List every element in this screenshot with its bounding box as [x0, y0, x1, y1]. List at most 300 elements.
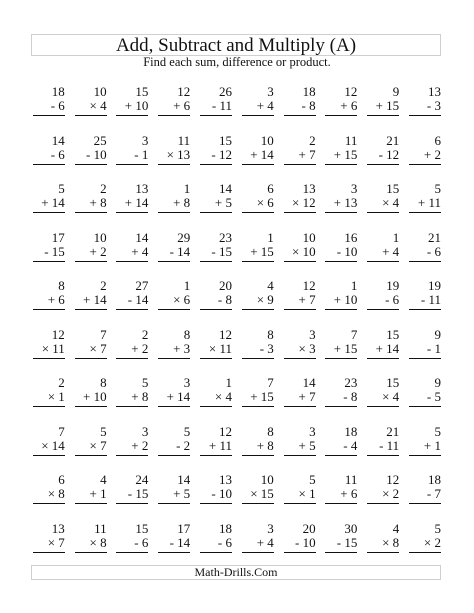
problem-top-number: 5 [434, 520, 441, 536]
problem-operator-number: + 10 [333, 292, 358, 307]
math-problem [155, 522, 197, 571]
problem-top-number: 3 [183, 375, 191, 390]
math-problem [114, 425, 156, 474]
problem-operator-number: - 10 [295, 534, 316, 550]
problem-top-number: 3 [141, 132, 149, 148]
math-problem [364, 376, 406, 425]
answer-line [116, 212, 148, 213]
math-problem [155, 328, 197, 377]
math-problem [197, 279, 239, 328]
math-problem [406, 376, 448, 425]
problem-operator-number: + 2 [423, 146, 441, 162]
answer-line [325, 552, 357, 553]
math-problem [323, 182, 365, 231]
problem-operator-number: × 7 [89, 340, 107, 356]
problem-operator-number: + 15 [375, 98, 400, 113]
problem-operator-number: - 6 [134, 534, 149, 550]
answer-line [284, 115, 316, 116]
problem-operator-number: × 2 [382, 486, 400, 501]
problem-operator-number: - 6 [50, 146, 65, 162]
math-problem [281, 231, 323, 280]
problem-operator-number: + 7 [298, 389, 316, 404]
problem-operator-number: × 6 [256, 195, 274, 210]
problem-top-number: 8 [183, 326, 191, 342]
problem-top-number: 20 [302, 520, 316, 536]
problem-operator-number: + 7 [298, 292, 316, 307]
answer-line [325, 406, 357, 407]
problem-operator-number: × 8 [382, 534, 400, 550]
problem-operator-number: + 2 [131, 437, 149, 453]
problem-top-number: 17 [51, 229, 65, 245]
problem-top-number: 13 [218, 472, 232, 487]
problem-top-number: 27 [135, 278, 149, 293]
math-problem [72, 522, 114, 571]
math-problem [72, 134, 114, 183]
math-problem [239, 473, 281, 522]
math-problem [364, 231, 406, 280]
problem-operator-number: - 14 [169, 243, 191, 259]
problem-top-number: 3 [267, 84, 274, 99]
problem-top-number: 20 [218, 278, 232, 293]
problem-top-number: 18 [51, 84, 65, 99]
answer-line [158, 115, 190, 116]
math-problem [364, 328, 406, 377]
math-problem [364, 182, 406, 231]
answer-line [158, 406, 190, 407]
problem-operator-number: + 6 [173, 98, 191, 113]
math-problem [155, 279, 197, 328]
answer-line [409, 261, 441, 262]
math-problem [281, 182, 323, 231]
math-problem [197, 522, 239, 571]
problem-top-number: 3 [350, 181, 358, 196]
answer-line [284, 212, 316, 213]
math-problem [30, 376, 72, 425]
problem-top-number: 9 [434, 326, 441, 342]
problem-top-number: 18 [218, 520, 232, 536]
answer-line [33, 503, 65, 504]
problem-operator-number: + 8 [173, 195, 191, 210]
math-problem [364, 134, 406, 183]
math-problem [406, 182, 448, 231]
answer-line [116, 115, 148, 116]
problem-operator-number: + 8 [131, 389, 149, 404]
problem-top-number: 8 [100, 375, 107, 390]
answer-line [284, 503, 316, 504]
problem-operator-number: × 4 [382, 389, 400, 404]
answer-line [242, 115, 274, 116]
math-problem [155, 85, 197, 134]
problem-operator-number: × 14 [41, 437, 65, 453]
problem-top-number: 14 [135, 229, 149, 245]
answer-line [75, 406, 107, 407]
answer-line [409, 358, 441, 359]
problem-top-number: 11 [344, 132, 358, 148]
problem-top-number: 3 [309, 423, 316, 439]
problem-top-number: 2 [309, 132, 316, 148]
problem-operator-number: + 1 [89, 486, 107, 501]
math-problem [239, 328, 281, 377]
answer-line [242, 406, 274, 407]
answer-line [409, 309, 441, 310]
answer-line [75, 503, 107, 504]
problem-top-number: 1 [392, 229, 400, 245]
problem-operator-number: - 7 [426, 486, 441, 501]
math-problem [155, 231, 197, 280]
math-problem [323, 134, 365, 183]
problem-top-number: 24 [135, 472, 149, 487]
problem-top-number: 9 [434, 375, 441, 390]
math-problem [155, 182, 197, 231]
problem-operator-number: × 12 [292, 195, 316, 210]
math-problem [155, 473, 197, 522]
problem-operator-number: + 5 [173, 486, 191, 501]
math-problem [323, 231, 365, 280]
answer-line [200, 115, 232, 116]
answer-line [158, 503, 190, 504]
problem-operator-number: + 10 [83, 389, 107, 404]
answer-line [367, 406, 399, 407]
math-problem [30, 85, 72, 134]
problem-operator-number: × 10 [292, 243, 316, 259]
problem-top-number: 17 [177, 520, 191, 536]
answer-line [158, 212, 190, 213]
math-problem [72, 231, 114, 280]
answer-line [33, 406, 65, 407]
answer-line [367, 115, 399, 116]
problem-top-number: 19 [427, 278, 441, 293]
answer-line [33, 164, 65, 165]
math-problem [30, 134, 72, 183]
answer-line [367, 503, 399, 504]
answer-line [158, 309, 190, 310]
problem-top-number: 23 [218, 229, 232, 245]
answer-line [284, 406, 316, 407]
math-problem [239, 85, 281, 134]
answer-line [75, 358, 107, 359]
problem-top-number: 12 [344, 84, 358, 99]
problem-top-number: 2 [100, 278, 107, 293]
problem-operator-number: × 8 [47, 486, 65, 501]
problem-top-number: 1 [267, 229, 274, 245]
problem-top-number: 5 [183, 423, 191, 439]
math-problem [197, 231, 239, 280]
answer-line [200, 455, 232, 456]
problem-top-number: 25 [93, 132, 107, 148]
answer-line [242, 212, 274, 213]
answer-line [325, 212, 357, 213]
math-problem [239, 425, 281, 474]
answer-line [325, 358, 357, 359]
answer-line [242, 358, 274, 359]
math-problem [239, 182, 281, 231]
problem-operator-number: × 13 [166, 146, 191, 162]
answer-line [116, 309, 148, 310]
math-problem [72, 328, 114, 377]
math-problem [30, 522, 72, 571]
problem-top-number: 13 [135, 181, 149, 196]
problem-top-number: 7 [350, 326, 358, 342]
math-problem [406, 279, 448, 328]
math-problem [114, 231, 156, 280]
answer-line [242, 164, 274, 165]
problem-operator-number: - 3 [426, 98, 441, 113]
answer-line [200, 503, 232, 504]
problem-operator-number: × 8 [89, 534, 107, 550]
problem-top-number: 13 [51, 520, 65, 536]
problem-top-number: 18 [427, 472, 441, 487]
problem-top-number: 15 [218, 132, 232, 148]
answer-line [158, 455, 190, 456]
answer-line [200, 406, 232, 407]
problem-operator-number: + 1 [423, 437, 441, 453]
answer-line [33, 212, 65, 213]
answer-line [325, 115, 357, 116]
problem-top-number: 30 [344, 520, 358, 536]
answer-line [75, 309, 107, 310]
problem-operator-number: + 15 [250, 243, 274, 259]
problem-operator-number: - 10 [336, 243, 358, 259]
math-problem [197, 85, 239, 134]
problem-operator-number: + 5 [298, 437, 316, 453]
answer-line [284, 261, 316, 262]
problem-top-number: 5 [434, 423, 441, 439]
math-problem [239, 522, 281, 571]
problem-operator-number: - 10 [86, 146, 107, 162]
problem-top-number: 5 [309, 472, 316, 487]
problem-top-number: 10 [260, 472, 274, 487]
answer-line [116, 455, 148, 456]
answer-line [325, 503, 357, 504]
math-problem [114, 134, 156, 183]
math-problem [323, 425, 365, 474]
problem-top-number: 8 [58, 278, 65, 293]
problem-operator-number: + 14 [83, 292, 107, 307]
math-problem [406, 473, 448, 522]
problem-top-number: 1 [225, 375, 232, 390]
problem-top-number: 3 [267, 520, 274, 536]
math-problem [406, 425, 448, 474]
problem-operator-number: - 1 [134, 146, 149, 162]
math-problem [30, 328, 72, 377]
answer-line [116, 503, 148, 504]
problem-top-number: 1 [183, 278, 191, 293]
problem-operator-number: + 13 [333, 195, 358, 210]
problem-operator-number: - 1 [426, 340, 441, 356]
problem-operator-number: + 6 [340, 98, 358, 113]
math-problem [114, 376, 156, 425]
answer-line [367, 164, 399, 165]
problem-top-number: 15 [135, 84, 149, 99]
problem-top-number: 7 [58, 423, 65, 439]
problem-operator-number: + 11 [417, 195, 441, 210]
math-problem [281, 522, 323, 571]
answer-line [284, 164, 316, 165]
problem-operator-number: - 6 [50, 98, 65, 113]
answer-line [325, 309, 357, 310]
problem-operator-number: + 14 [250, 146, 274, 162]
answer-line [200, 358, 232, 359]
math-problem [406, 134, 448, 183]
math-problem [239, 231, 281, 280]
answer-line [75, 115, 107, 116]
problem-top-number: 15 [386, 375, 400, 390]
problem-operator-number: × 4 [382, 195, 400, 210]
answer-line [75, 552, 107, 553]
answer-line [409, 212, 441, 213]
worksheet-instructions: Find each sum, difference or product. [143, 55, 331, 69]
math-problem [30, 425, 72, 474]
answer-line [284, 309, 316, 310]
math-problem [72, 376, 114, 425]
math-problem [114, 182, 156, 231]
problem-operator-number: + 15 [333, 340, 358, 356]
problem-top-number: 16 [344, 229, 358, 245]
math-problem [197, 376, 239, 425]
answer-line [75, 455, 107, 456]
problem-top-number: 13 [427, 84, 441, 99]
problem-operator-number: × 11 [41, 340, 65, 356]
math-problem [323, 85, 365, 134]
problem-top-number: 8 [267, 326, 274, 342]
math-problem [30, 182, 72, 231]
answer-line [325, 261, 357, 262]
answer-line [33, 358, 65, 359]
problem-operator-number: × 7 [89, 437, 107, 453]
math-problem [30, 473, 72, 522]
math-problem [406, 231, 448, 280]
answer-line [116, 358, 148, 359]
problem-operator-number: - 3 [259, 340, 274, 356]
math-problem [114, 85, 156, 134]
problem-top-number: 12 [302, 278, 316, 293]
math-problem [114, 328, 156, 377]
problem-operator-number: × 7 [47, 534, 65, 550]
answer-line [284, 358, 316, 359]
problem-operator-number: - 12 [378, 146, 400, 162]
problem-top-number: 18 [344, 423, 358, 439]
answer-line [200, 261, 232, 262]
problem-operator-number: + 10 [124, 98, 149, 113]
problem-operator-number: + 3 [173, 340, 191, 356]
problem-operator-number: × 3 [298, 340, 316, 356]
problem-operator-number: + 14 [124, 195, 149, 210]
problem-operator-number: + 15 [333, 146, 358, 162]
answer-line [158, 164, 190, 165]
answer-line [75, 261, 107, 262]
answer-line [242, 261, 274, 262]
title-box [31, 34, 441, 56]
math-problem [281, 134, 323, 183]
math-problem [406, 522, 448, 571]
problem-top-number: 12 [51, 326, 65, 342]
problem-top-number: 2 [58, 375, 65, 390]
math-problem [281, 85, 323, 134]
problem-top-number: 5 [58, 181, 65, 196]
problem-top-number: 3 [309, 326, 316, 342]
answer-line [116, 552, 148, 553]
math-problem [197, 473, 239, 522]
problem-operator-number: - 6 [426, 243, 441, 259]
problem-top-number: 5 [100, 423, 107, 439]
problem-operator-number: - 8 [217, 292, 232, 307]
math-problem [281, 328, 323, 377]
problem-operator-number: - 6 [217, 534, 232, 550]
math-problem [323, 473, 365, 522]
answer-line [158, 261, 190, 262]
answer-line [409, 503, 441, 504]
problem-operator-number: × 2 [423, 534, 441, 550]
problem-operator-number: + 6 [340, 486, 358, 501]
answer-line [242, 552, 274, 553]
answer-line [242, 455, 274, 456]
math-problem [323, 522, 365, 571]
problem-top-number: 7 [267, 375, 274, 390]
math-problem [155, 134, 197, 183]
problem-top-number: 21 [386, 423, 400, 439]
answer-line [200, 552, 232, 553]
problem-operator-number: + 14 [41, 195, 65, 210]
answer-line [200, 164, 232, 165]
problem-top-number: 21 [427, 229, 441, 245]
math-problem [323, 328, 365, 377]
answer-line [242, 503, 274, 504]
problem-operator-number: - 15 [336, 534, 358, 550]
problem-operator-number: - 14 [169, 534, 191, 550]
math-problem [114, 522, 156, 571]
answer-line [33, 115, 65, 116]
math-problem [323, 279, 365, 328]
answer-line [367, 309, 399, 310]
answer-line [200, 212, 232, 213]
problem-operator-number: + 11 [208, 437, 232, 453]
answer-line [33, 309, 65, 310]
problem-operator-number: + 8 [89, 195, 107, 210]
problem-top-number: 14 [302, 375, 316, 390]
problem-top-number: 1 [350, 278, 358, 293]
answer-line [75, 212, 107, 213]
problem-top-number: 4 [100, 472, 107, 487]
problem-operator-number: × 1 [298, 486, 316, 501]
problem-top-number: 10 [302, 229, 316, 245]
problem-top-number: 23 [344, 375, 358, 390]
math-problem [323, 376, 365, 425]
problem-operator-number: - 5 [426, 389, 441, 404]
math-problem [114, 473, 156, 522]
problem-top-number: 15 [135, 520, 149, 536]
math-problem [155, 376, 197, 425]
problem-operator-number: × 11 [208, 340, 232, 356]
math-problem [72, 473, 114, 522]
math-problem [72, 182, 114, 231]
problem-top-number: 10 [260, 132, 274, 148]
problem-operator-number: × 1 [47, 389, 65, 404]
math-problem [239, 279, 281, 328]
problem-operator-number: - 2 [176, 437, 191, 453]
problem-top-number: 6 [434, 132, 441, 148]
problem-operator-number: + 5 [214, 195, 232, 210]
problem-operator-number: + 7 [298, 146, 316, 162]
problem-top-number: 15 [386, 326, 400, 342]
answer-line [242, 309, 274, 310]
problem-top-number: 11 [94, 520, 107, 536]
problem-top-number: 8 [267, 423, 274, 439]
math-problem [72, 85, 114, 134]
math-problem [30, 231, 72, 280]
answer-line [409, 164, 441, 165]
problem-operator-number: - 4 [343, 437, 358, 453]
problem-operator-number: × 6 [173, 292, 191, 307]
